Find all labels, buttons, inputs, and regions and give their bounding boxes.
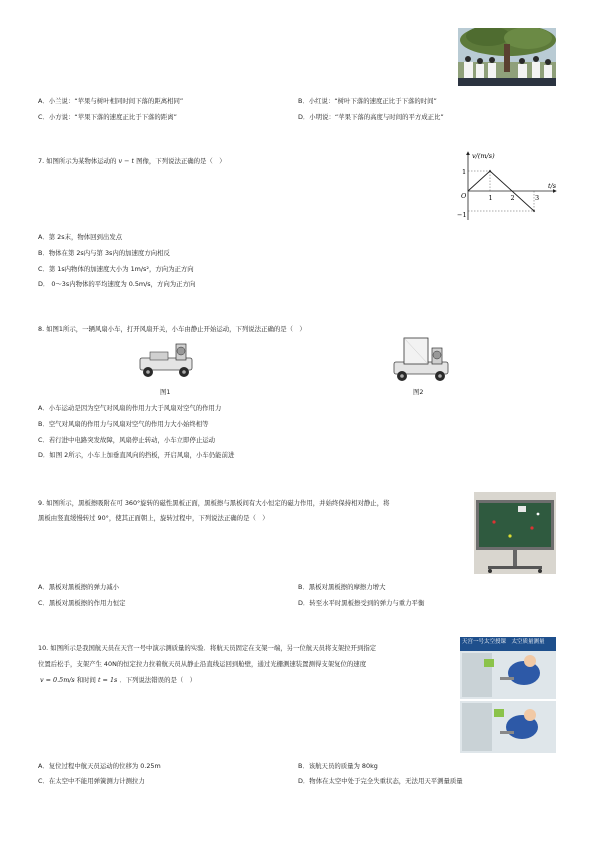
- fig2-caption: 图2: [413, 388, 424, 396]
- vt-graph: [452, 148, 562, 224]
- q10-time: t = 1s: [97, 676, 118, 684]
- q8-option-c[interactable]: C．若行进中电路突发故障，风扇停止转动，小车立即停止运动: [38, 436, 216, 444]
- q10-option-b[interactable]: B．该航天员的质量为 80kg: [298, 762, 378, 770]
- q6-option-c[interactable]: C．小方说：“苹果下落的速度正比于下落的距离”: [38, 113, 177, 121]
- tiangong-mass-measurement-photo: [460, 637, 556, 753]
- q10-stem-line-3: [40, 676, 196, 684]
- vt-ytick-1: 1: [462, 168, 467, 176]
- vt-xlabel: t/s: [548, 182, 557, 190]
- q9-stem-line-2: 黑板由竖直缓慢转过 90°，使其正面朝上，旋转过程中，下列说法正确的是（ ）: [38, 514, 269, 522]
- vt-ytick-neg1: −1: [457, 211, 467, 219]
- vt-xtick-1: 1: [488, 194, 493, 202]
- vt-xtick-3: 3: [535, 194, 540, 202]
- photo-banner-text: 天宫一号太空授课 太空质量测量: [462, 639, 545, 645]
- q7-stem-post: 图像，下列说法正确的是（ ）: [136, 157, 226, 165]
- q9-option-b[interactable]: B．黑板对黑板擦的摩擦力增大: [298, 583, 386, 591]
- q8-option-b[interactable]: B．空气对风扇的作用力与风扇对空气的作用力大小始终相等: [38, 420, 209, 428]
- q10-stem-line-1: 10. 如图所示是我国航天员在天宫一号中演示测质量的实验．将航天员固定在支架一端，另一位航天员将支架拉开到指定: [38, 644, 377, 652]
- q9-option-d[interactable]: D．转至水平时黑板擦受到的弹力与重力平衡: [298, 599, 425, 607]
- vt-origin: O: [461, 192, 467, 200]
- q8-stem: 8. 如图1所示，一辆风扇小车，打开风扇开关，小车由静止开始运动，下列说法正确的是（ ）: [38, 325, 306, 333]
- fan-car-figure-1: [136, 340, 198, 382]
- q10-stem-and-time: 和时间: [76, 676, 96, 684]
- q7-option-a[interactable]: A．第 2s末，物体回到出发点: [38, 233, 123, 241]
- vt-xtick-2: 2: [510, 194, 515, 202]
- q9-stem-line-1: 9. 如图所示，黑板擦吸附在可 360°旋转的磁性黑板正面，黑板擦与黑板间有大小恒定的磁力作用，并始终保持相对静止，将: [38, 499, 390, 507]
- q10-stem-line-2: 位置后松手，支架产生 40N的恒定拉力拉着航天员从静止沿直线运回到舱壁，通过光栅测速装置测得支架复位的速度: [38, 660, 367, 668]
- q10-option-c[interactable]: C．在太空中不能用弹簧测力计测拉力: [38, 777, 145, 785]
- q7-option-c[interactable]: C．第 1s内物体的加速度大小为 1m/s²，方向为正方向: [38, 265, 194, 273]
- q7-stem-pre: 7. 如图所示为某物体运动的: [38, 157, 117, 165]
- q10-velocity: v = 0.5m/s: [40, 676, 75, 684]
- students-tree-photo: [458, 28, 556, 86]
- q10-option-d[interactable]: D．物体在太空中处于完全失重状态，无法用天平测量质量: [298, 777, 463, 785]
- vt-ylabel: v/(m/s): [472, 152, 495, 160]
- q8-option-a[interactable]: A．小车运动是因为空气对风扇的作用力大于风扇对空气的作用力: [38, 404, 222, 412]
- q10-stem-end: ．下列说法错误的是（ ）: [119, 676, 197, 684]
- q6-option-a[interactable]: A．小兰说：“苹果与树叶相同时间下落的距离相同”: [38, 97, 184, 105]
- rotating-blackboard-photo: [474, 492, 556, 574]
- q7-option-d[interactable]: D． 0～3s内物体的平均速度为 0.5m/s，方向为正方向: [38, 280, 196, 288]
- q9-option-a[interactable]: A．黑板对黑板擦的弹力减小: [38, 583, 120, 591]
- fan-car-figure-2: [390, 332, 454, 384]
- q9-option-c[interactable]: C．黑板对黑板擦的作用力恒定: [38, 599, 126, 607]
- q8-option-d[interactable]: D．如图 2所示，小车上加垂直风向的挡板，开启风扇，小车仍能前进: [38, 451, 235, 459]
- q6-option-d[interactable]: D．小明说：“苹果下落的高度与时间的平方成正比”: [298, 113, 444, 121]
- fig1-caption: 图1: [160, 388, 171, 396]
- q7-stem: [38, 157, 226, 165]
- q7-stem-math: v − t: [118, 157, 135, 165]
- q7-option-b[interactable]: B．物体在第 2s内与第 3s内的加速度方向相反: [38, 249, 170, 257]
- q6-option-b[interactable]: B．小红说：“树叶下落的速度正比于下落的时间”: [298, 97, 437, 105]
- q10-option-a[interactable]: A．复位过程中航天员运动的位移为 0.25m: [38, 762, 161, 770]
